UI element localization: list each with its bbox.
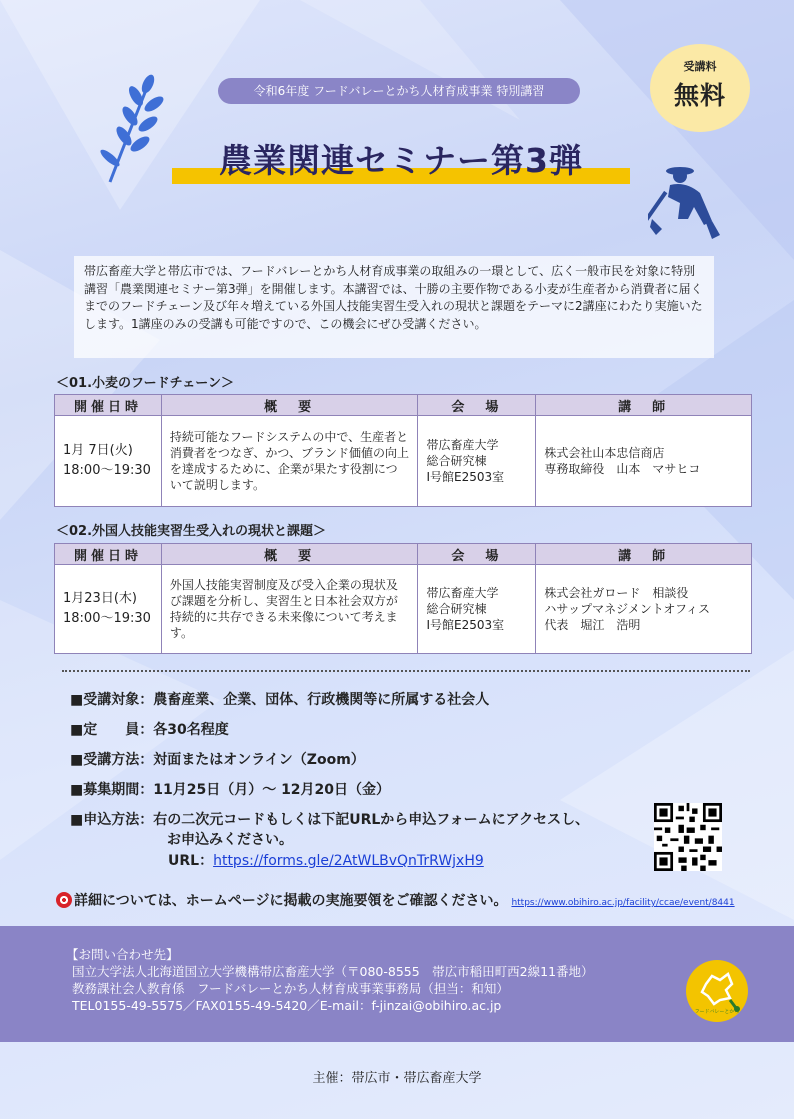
info-capacity: ■定 員：各30名程度 bbox=[70, 722, 229, 738]
divider bbox=[62, 670, 750, 672]
lecturer-cell bbox=[536, 565, 752, 654]
table-row bbox=[55, 565, 752, 654]
contact-footer bbox=[0, 926, 794, 1042]
col-lecturer: 講 師 bbox=[536, 395, 752, 416]
seminar-1-heading: ＜01.小麦のフードチェーン＞ bbox=[56, 376, 234, 391]
col-summary: 概 要 bbox=[161, 395, 418, 416]
target-icon bbox=[56, 892, 72, 908]
time: 18:00〜19:30 bbox=[63, 463, 151, 478]
table-header-row bbox=[55, 544, 752, 565]
venue-line: 帯広畜産大学 bbox=[426, 438, 499, 452]
col-venue: 会 場 bbox=[418, 544, 536, 565]
venue-line: 総合研究棟 bbox=[426, 602, 487, 616]
lecturer-line: ハサップマネジメントオフィス bbox=[544, 602, 711, 616]
url-label: URL： bbox=[168, 853, 214, 869]
homepage-link[interactable]: https://www.obihiro.ac.jp/facility/ccae/event/8441 bbox=[511, 898, 735, 908]
venue-line: 総合研究棟 bbox=[426, 454, 487, 468]
venue-cell bbox=[418, 565, 536, 654]
url-line bbox=[168, 850, 484, 870]
venue-cell bbox=[418, 416, 536, 507]
col-venue: 会 場 bbox=[418, 395, 536, 416]
seminar-2-heading: ＜02.外国人技能実習生受入れの現状と課題＞ bbox=[56, 524, 327, 539]
table-row bbox=[55, 416, 752, 507]
contact-office: 教務課社会人教育係 フードバレーとかち人材育成事業事務局（担当：和知） bbox=[72, 981, 509, 996]
logo-text: フードバレーとかち bbox=[694, 1009, 740, 1015]
col-summary: 概 要 bbox=[161, 544, 418, 565]
page-title: 農業関連セミナー第3弾 bbox=[219, 141, 583, 180]
col-lecturer: 講 師 bbox=[536, 544, 752, 565]
date-cell bbox=[55, 565, 162, 654]
venue-line: Ⅰ号館E2503室 bbox=[426, 618, 505, 632]
detail-line bbox=[56, 890, 735, 910]
program-pill: 令和6年度 フードバレーとかち人材育成事業 特別講習 bbox=[218, 78, 580, 104]
table-header-row bbox=[55, 395, 752, 416]
summary-cell: 持続可能なフードシステムの中で、生産者と消費者をつなぎ、かつ、ブランド価値の向上を達成するために、企業が果たす役割について説明します。 bbox=[161, 416, 418, 507]
contact-heading: 【お問い合わせ先】 bbox=[66, 947, 179, 962]
info-period: ■募集期間：11月25日（月）〜 12月20日（金） bbox=[70, 782, 391, 798]
application-form-link[interactable]: https://forms.gle/2AtWLBvQnTrRWjxH9 bbox=[213, 853, 484, 869]
free-badge bbox=[650, 44, 750, 132]
info-method: ■受講方法：対面またはオンライン（Zoom） bbox=[70, 752, 365, 768]
date: 1月23日(木) bbox=[63, 591, 137, 606]
date-cell bbox=[55, 416, 162, 507]
badge-value: 無料 bbox=[673, 81, 726, 110]
lecturer-cell bbox=[536, 416, 752, 507]
summary-cell: 外国人技能実習制度及び受入企業の現状及び課題を分析し、実習生と日本社会双方が持続的に共存できる未来像について考えます。 bbox=[161, 565, 418, 654]
apply-line-1: ■申込方法：右の二次元コードもしくは下記URLから申込フォームにアクセスし、 bbox=[70, 812, 590, 828]
seminar-1-table bbox=[54, 394, 752, 507]
farmer-shovel-icon bbox=[648, 163, 723, 241]
qr-code-icon[interactable] bbox=[654, 803, 722, 871]
time: 18:00〜19:30 bbox=[63, 611, 151, 626]
venue-line: Ⅰ号館E2503室 bbox=[426, 470, 505, 484]
lecturer-line: 代表 堀江 浩明 bbox=[544, 618, 641, 632]
detail-text: 詳細については、ホームページに掲載の実施要領をご確認ください。 bbox=[74, 893, 508, 909]
lecturer-line: 専務取締役 山本 マサヒコ bbox=[544, 462, 701, 476]
sponsor-line: 主催：帯広市・帯広畜産大学 bbox=[312, 1071, 482, 1086]
apply-line-2: お申込みください。 bbox=[167, 832, 293, 848]
wheat-icon bbox=[100, 70, 164, 185]
intro-paragraph: 帯広畜産大学と帯広市では、フードバレーとかち人材育成事業の取組みの一環として、広く一般市民を対象に特別講習「農業関連セミナー第3弾」を開催します。本講習では、十勝の主要作物である小麦が生産者から消費者に届くまでのフードチェーン及び年々増えている外国人技能実習生受入れの現状と課題をテーマに2講座にわたり実施いたします。1講座のみの受講も可能ですので、この機会にぜひ受講ください。 bbox=[74, 256, 714, 358]
contact-address: 国立大学法人北海道国立大学機構帯広畜産大学（〒080-8555 帯広市稲田町西2線11番地） bbox=[72, 964, 594, 979]
info-target: ■受講対象：農畜産業、企業、団体、行政機関等に所属する社会人 bbox=[70, 692, 490, 708]
date: 1月 7日(火) bbox=[63, 443, 133, 458]
info-apply bbox=[70, 810, 660, 850]
badge-label: 受講料 bbox=[683, 60, 717, 73]
lecturer-line: 株式会社山本忠信商店 bbox=[544, 446, 665, 460]
food-valley-logo bbox=[686, 960, 748, 1022]
contact-tel-email: TEL0155-49-5575／FAX0155-49-5420／E-mail：f-jinzai@obihiro.ac.jp bbox=[72, 998, 502, 1013]
col-date: 開催日時 bbox=[55, 544, 162, 565]
title-block bbox=[170, 138, 632, 188]
venue-line: 帯広畜産大学 bbox=[426, 586, 499, 600]
lecturer-line: 株式会社ガロード 相談役 bbox=[544, 586, 689, 600]
col-date: 開催日時 bbox=[55, 395, 162, 416]
seminar-2-table bbox=[54, 543, 752, 654]
